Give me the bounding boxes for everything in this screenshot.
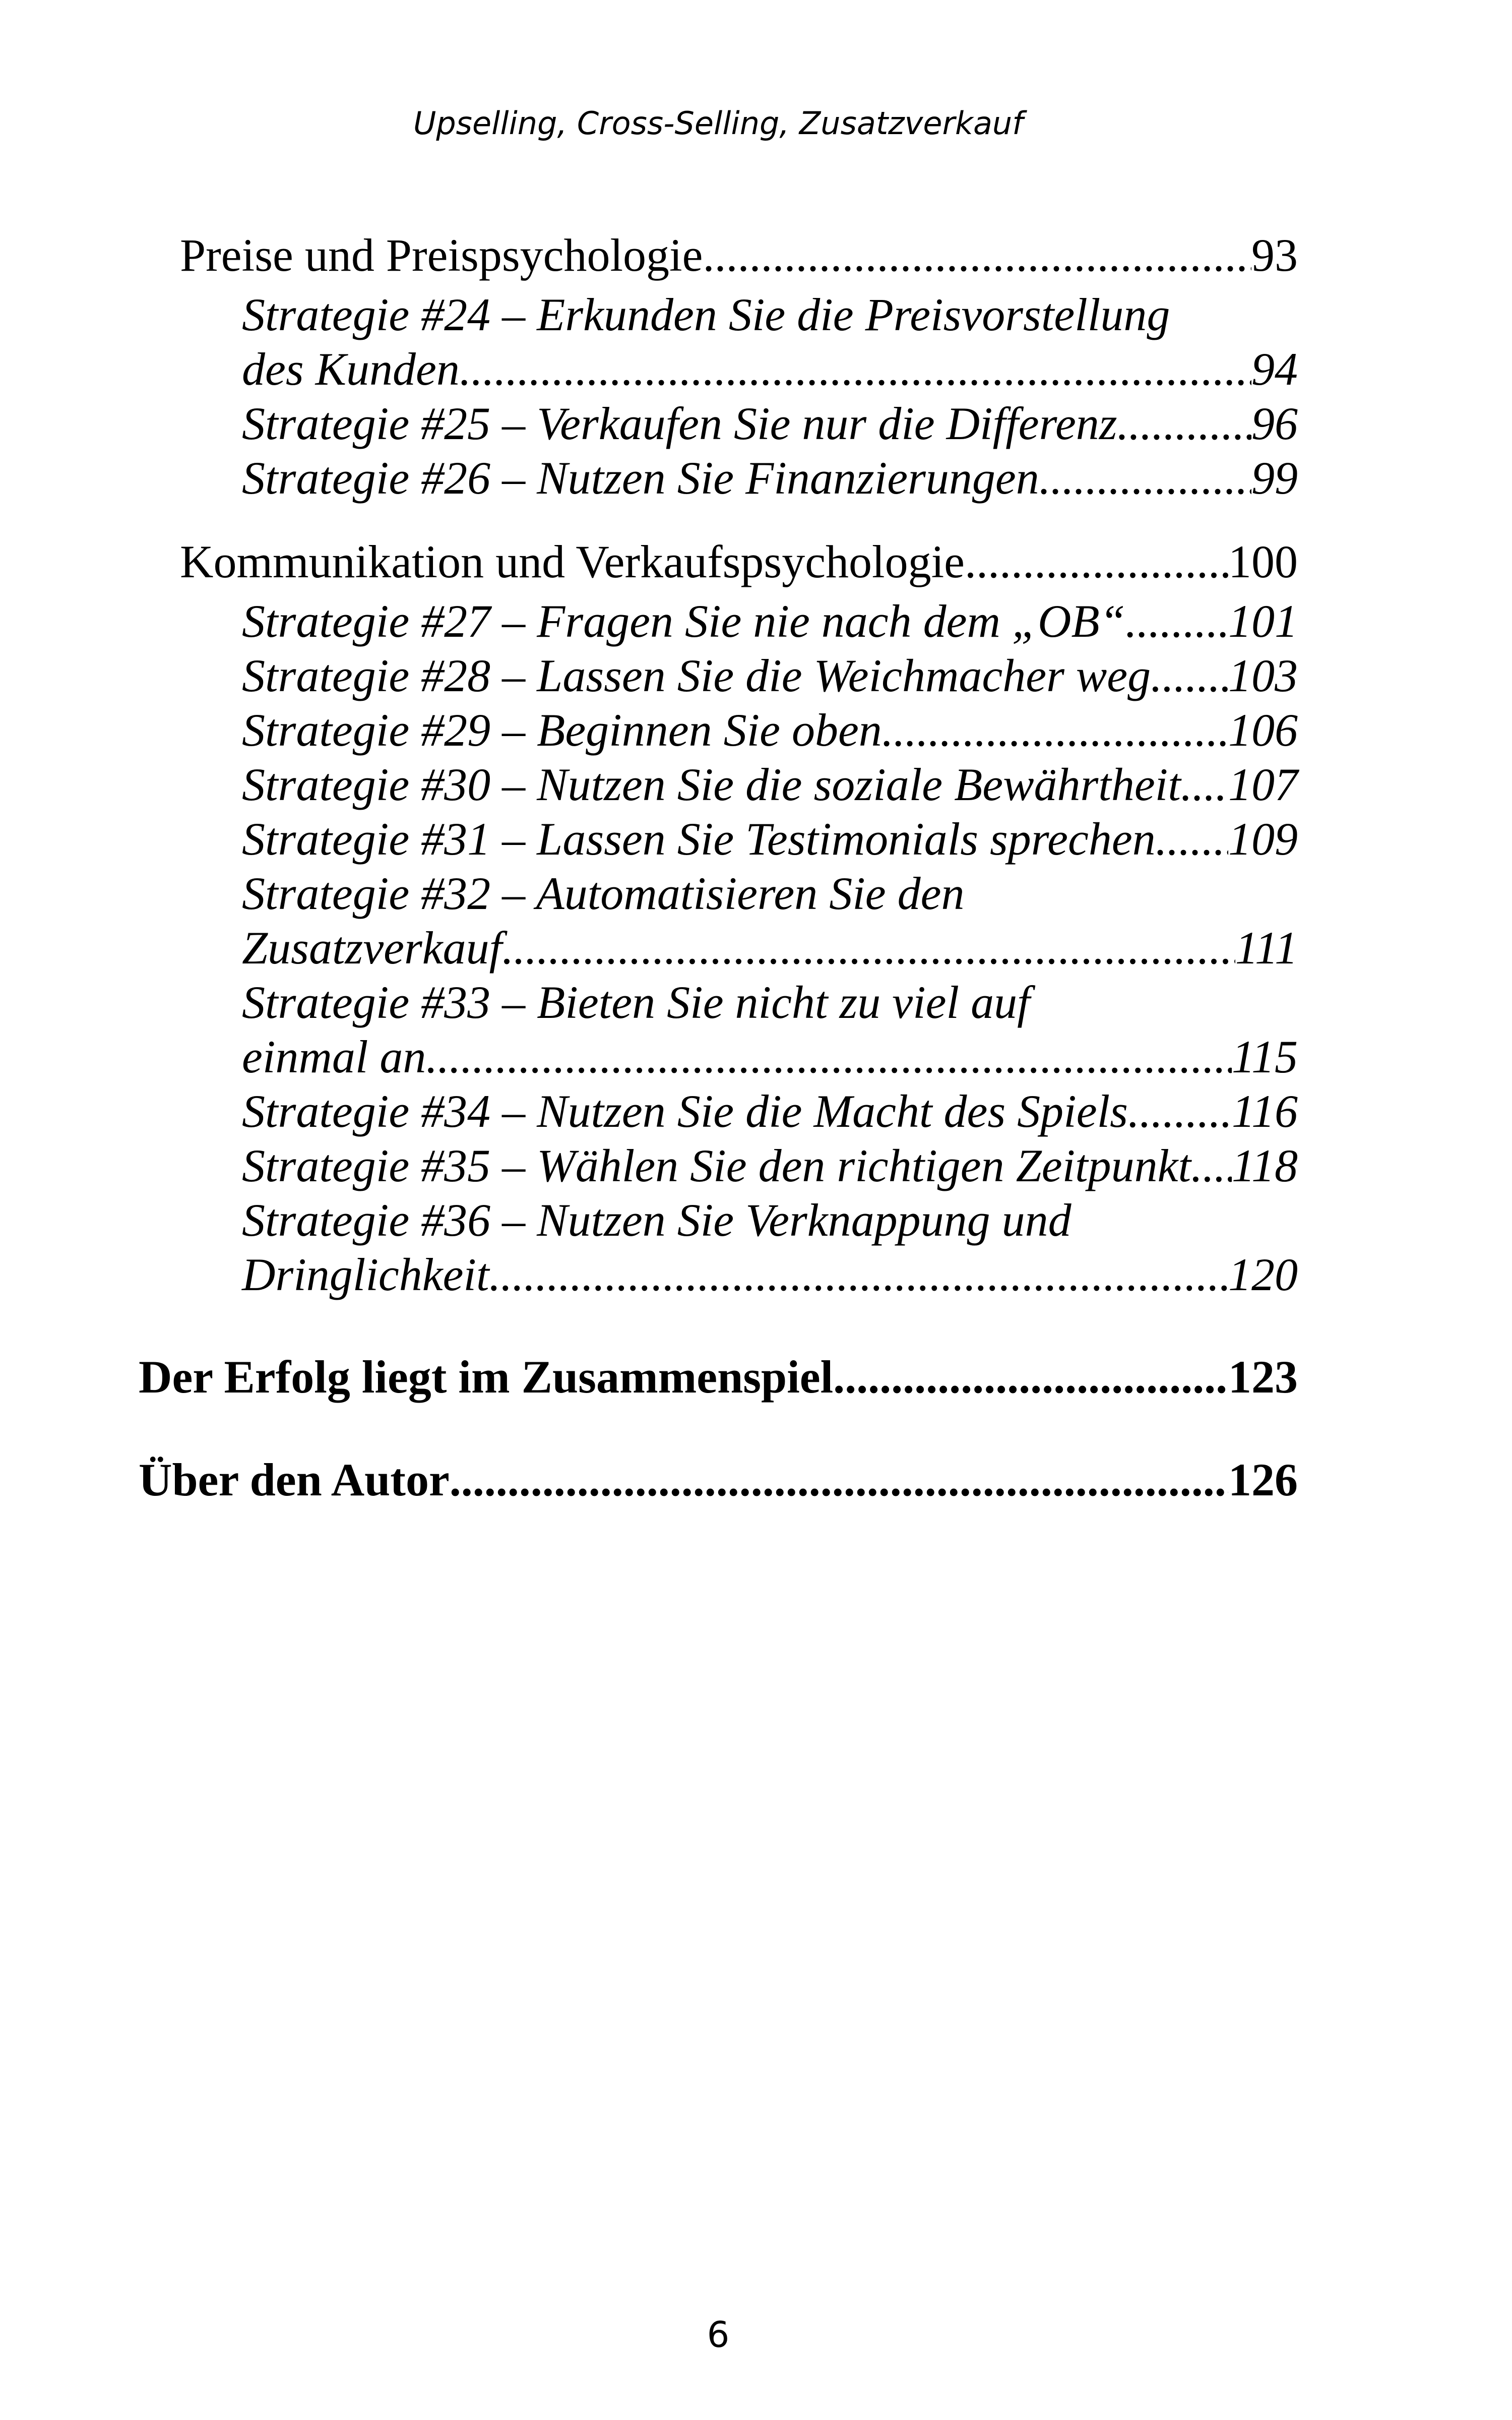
toc-entry-page: 103 [1228, 650, 1298, 701]
toc-entry-strategie-36[interactable] [139, 1247, 1298, 1302]
dot-leader [965, 534, 1228, 589]
dot-leader [460, 342, 1251, 396]
toc-entry-title: Preise und Preispsychologie [180, 229, 703, 281]
toc-entry-line: Strategie #36 – Nutzen Sie Verknappung und [242, 1194, 1072, 1246]
toc-entry-page: 115 [1231, 1031, 1298, 1082]
toc-entry-title: Der Erfolg liegt im Zusammenspiel [139, 1351, 834, 1403]
toc-entry-title: Zusatzverkauf [242, 922, 502, 974]
toc-entry-title: Strategie #26 – Nutzen Sie Finanzierungen [242, 452, 1039, 504]
toc-entry-page: 106 [1228, 704, 1298, 756]
toc-entry-page: 123 [1228, 1351, 1298, 1403]
toc-entry-title: Strategie #34 – Nutzen Sie die Macht des Spiels [242, 1085, 1128, 1137]
toc-entry-title: Kommunikation und Verkaufspsychologie [180, 536, 965, 587]
toc-entry-page: 120 [1228, 1249, 1298, 1300]
toc-entry-strategie-25[interactable] [139, 396, 1298, 451]
toc-entry-title: des Kunden [242, 343, 460, 395]
toc-entry-title: Strategie #30 – Nutzen Sie die soziale Bewährtheit [242, 759, 1181, 810]
toc-entry-strategie-29[interactable] [139, 703, 1298, 757]
toc-entry-strategie-24[interactable] [139, 342, 1298, 396]
dot-leader [450, 1453, 1228, 1507]
dot-leader [426, 1030, 1231, 1084]
dot-leader [882, 703, 1228, 757]
toc-entry-page: 118 [1231, 1140, 1298, 1191]
dot-leader [1128, 1084, 1232, 1138]
toc-entry-strategie-30[interactable] [139, 757, 1298, 812]
dot-leader [489, 1247, 1228, 1302]
dot-leader [1039, 451, 1251, 505]
dot-leader [1117, 396, 1251, 451]
toc-entry-title: Strategie #27 – Fragen Sie nie nach dem „OB“ [242, 595, 1125, 647]
toc-entry-page: 96 [1251, 398, 1298, 449]
toc-entry-title: Strategie #28 – Lassen Sie die Weichmacher weg [242, 650, 1151, 701]
dot-leader [1125, 594, 1228, 648]
toc-entry-strategie-27[interactable] [139, 594, 1298, 648]
dot-leader [703, 228, 1251, 282]
toc-entry-strategie-32[interactable] [139, 921, 1298, 975]
dot-leader [833, 1350, 1228, 1404]
toc-entry-strategie-34[interactable] [139, 1084, 1298, 1138]
toc-entry-page: 94 [1251, 343, 1298, 395]
toc-entry-erfolg[interactable] [139, 1350, 1298, 1404]
toc-entry-preise[interactable] [139, 228, 1298, 282]
toc-entry-line: Strategie #24 – Erkunden Sie die Preisvorstellung [242, 289, 1170, 340]
running-header: Upselling, Cross-Selling, Zusatzverkauf [413, 105, 1024, 142]
toc-entry-page: 126 [1228, 1454, 1298, 1505]
toc-entry-page: 116 [1231, 1085, 1298, 1137]
dot-leader [1181, 757, 1228, 812]
toc-entry-title: einmal an [242, 1031, 426, 1082]
toc-entry-line: Strategie #33 – Bieten Sie nicht zu viel auf [242, 977, 1030, 1028]
toc-entry-strategie-33[interactable] [139, 1030, 1298, 1084]
toc-entry-title: Strategie #35 – Wählen Sie den richtigen Zeitpunkt [242, 1140, 1191, 1191]
toc-entry-page: 109 [1228, 813, 1298, 865]
table-of-contents [139, 228, 1298, 1507]
dot-leader [1151, 648, 1228, 703]
toc-entry-title: Strategie #29 – Beginnen Sie oben [242, 704, 882, 756]
toc-entry-page: 99 [1251, 452, 1298, 504]
dot-leader [1156, 812, 1228, 866]
toc-entry-strategie-28[interactable] [139, 648, 1298, 703]
page-number: 6 [707, 2314, 730, 2355]
toc-entry-kommunikation[interactable] [139, 534, 1298, 589]
toc-entry-title: Strategie #31 – Lassen Sie Testimonials sprechen [242, 813, 1156, 865]
toc-entry-strategie-35[interactable] [139, 1138, 1298, 1193]
toc-entry-line: Strategie #32 – Automatisieren Sie den [242, 868, 965, 919]
toc-entry-page: 111 [1235, 922, 1298, 974]
dot-leader [1191, 1138, 1232, 1193]
toc-entry-strategie-26[interactable] [139, 451, 1298, 505]
dot-leader [502, 921, 1235, 975]
toc-entry-title: Dringlichkeit [242, 1249, 489, 1300]
toc-entry-title: Über den Autor [139, 1454, 450, 1505]
toc-entry-autor[interactable] [139, 1453, 1298, 1507]
toc-entry-title: Strategie #25 – Verkaufen Sie nur die Differenz [242, 398, 1117, 449]
toc-entry-page: 101 [1228, 595, 1298, 647]
toc-entry-page: 107 [1228, 759, 1298, 810]
toc-entry-page: 100 [1228, 536, 1298, 587]
toc-entry-page: 93 [1251, 229, 1298, 281]
toc-entry-strategie-31[interactable] [139, 812, 1298, 866]
